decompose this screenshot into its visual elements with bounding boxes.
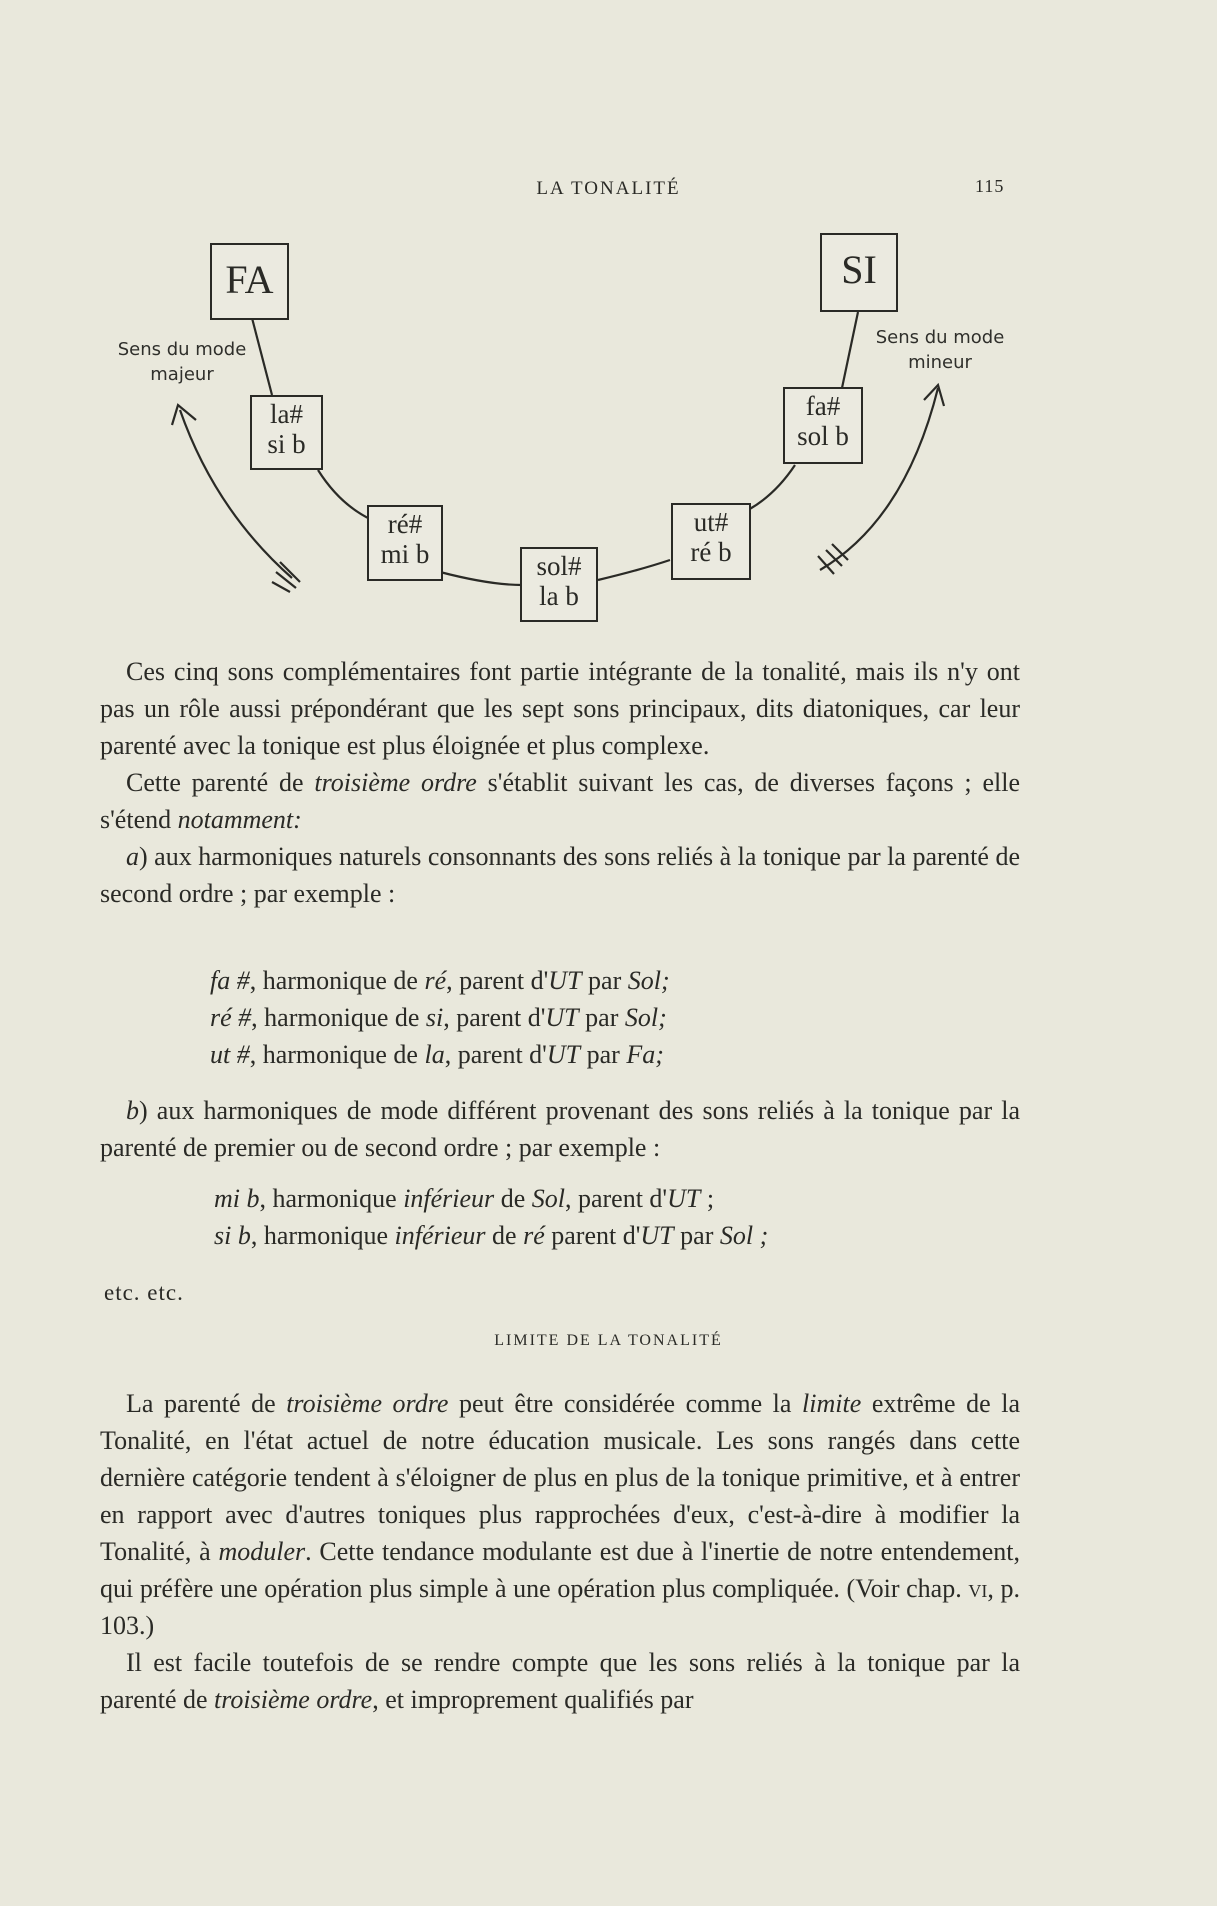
page-number: 115 xyxy=(975,176,1005,196)
note-ut-sharp: ut# xyxy=(693,507,729,537)
paragraph-4: Il est facile toutefois de se rendre compte que les sons reliés à la tonique par la parenté de troisième ordre, et improprement qualifiés par xyxy=(100,1648,1020,1714)
section-limit-text xyxy=(100,1385,1020,1718)
note-si-flat: si b xyxy=(267,429,306,459)
box-utsharp-reflat xyxy=(671,503,751,580)
note-re-flat: ré b xyxy=(690,537,732,567)
tonality-diagram xyxy=(0,0,1217,640)
note-re-sharp: ré# xyxy=(387,509,423,539)
note-sol-sharp: sol# xyxy=(536,551,582,581)
box-si: SI xyxy=(820,233,898,312)
example-a-2: ré #, harmonique de si, parent d'UT par Sol; xyxy=(210,1003,667,1032)
box-solsharp-laflat xyxy=(520,547,598,622)
note-fa-sharp: fa# xyxy=(805,391,841,421)
curve-solsharp-utsharp xyxy=(598,560,670,580)
example-a-3: ut #, harmonique de la, parent d'UT par Fa; xyxy=(210,1040,664,1069)
note-minor-mode: Sens du mode mineur xyxy=(875,327,1005,373)
note-la-sharp: la# xyxy=(270,399,303,429)
note-mi-flat: mi b xyxy=(380,539,430,569)
etc-text: etc. etc. xyxy=(104,1280,184,1305)
note-major-mode: Sens du mode majeur xyxy=(117,339,247,385)
paragraph-3: La parenté de troisième ordre peut être considérée comme la limite extrême de la Tonalité, en l'état actuel de notre éducation musicale. Les sons rangés dans cette dernière catégorie tendent à s'éloigner de plus en plus de la tonique primitive, et à entrer en rapport avec d'autres toniques plus rapprochées d'eux, c'est-à-dire à modifier la Tonalité, à moduler. Cette tendance modulante est due à l'inertie de notre entendement, qui préfère une opération plus simple à une opération plus compliquée. (Voir chap. vi, p. 103.) xyxy=(100,1389,1021,1640)
paragraph-1: Ces cinq sons complémentaires font partie intégrante de la tonalité, mais ils n'y ont pas un rôle aussi prépondérant que les sept sons principaux, dits diatoniques, car leur parenté avec la tonique est plus éloignée et plus complexe. xyxy=(100,657,1020,760)
paragraph-case-b: b) aux harmoniques de mode différent provenant des sons reliés à la tonique par la parenté de premier ou de second ordre ; par exemple : xyxy=(100,1096,1020,1162)
examples-a xyxy=(210,962,670,1073)
running-header: LA TONALITÉ xyxy=(536,178,681,199)
examples-b xyxy=(214,1180,768,1254)
curve-sibflat-resharp xyxy=(318,470,372,520)
section-heading: LIMITE DE LA TONALITÉ xyxy=(494,1332,723,1349)
box-fa: FA xyxy=(210,243,289,320)
example-b-2: si b, harmonique inférieur de ré parent d'UT par Sol ; xyxy=(214,1221,769,1250)
paragraph-complementary-sounds xyxy=(100,653,1020,912)
box-resharp-miflat xyxy=(367,505,443,581)
note-sol-flat: sol b xyxy=(797,421,849,451)
example-b-1: mi b, harmonique inférieur de Sol, parent d'UT ; xyxy=(214,1184,715,1213)
curve-si-fasharp xyxy=(842,312,858,388)
box-fasharp-solflat xyxy=(783,387,863,464)
note-la-flat: la b xyxy=(539,581,579,611)
curve-utsharp-fasharp xyxy=(748,465,795,510)
paragraph-case-a: a) aux harmoniques naturels consonnants des sons reliés à la tonique par la parenté de second ordre ; par exemple : xyxy=(100,842,1020,908)
box-lasharp-sibflat xyxy=(250,395,323,470)
paragraph-2: Cette parenté de troisième ordre s'établit suivant les cas, de diverses façons ; elle s'étend notamment: xyxy=(100,768,1020,834)
example-a-1: fa #, harmonique de ré, parent d'UT par Sol; xyxy=(210,966,670,995)
curve-mib-solsharp xyxy=(440,572,522,585)
arrow-major-tail xyxy=(272,562,300,592)
